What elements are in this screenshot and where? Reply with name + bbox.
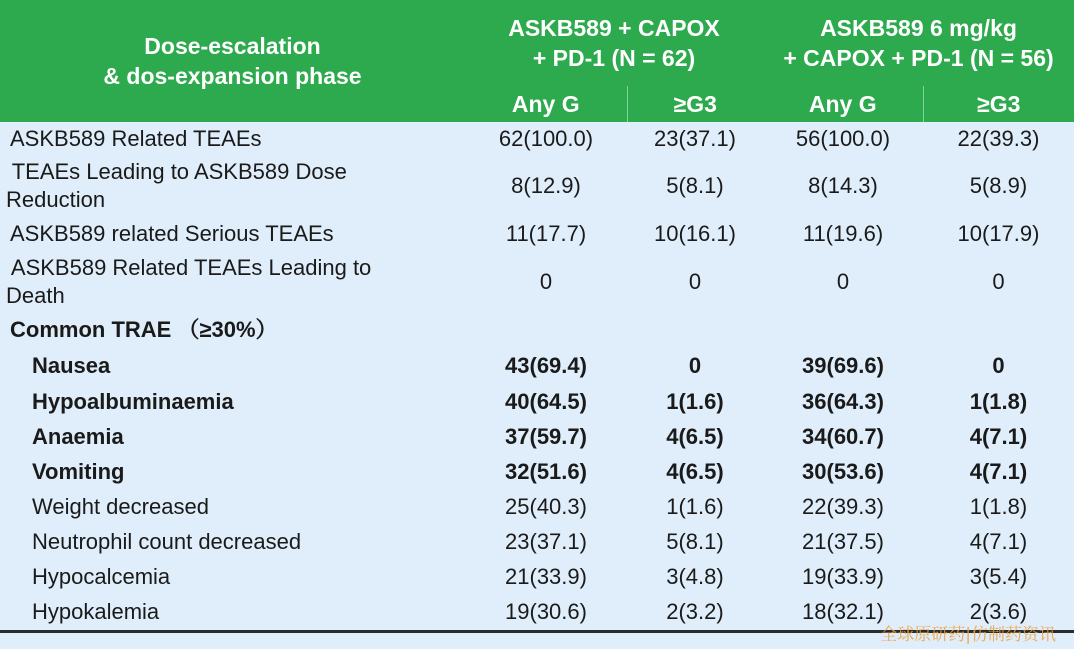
table-row — [0, 420, 1074, 454]
cell: 21(37.5) — [802, 529, 884, 554]
row-label-line2: Reduction — [6, 187, 106, 212]
table-row — [0, 524, 1074, 560]
table-row — [0, 348, 1074, 384]
group-header-2 — [763, 0, 1074, 86]
cell: 34(60.7) — [802, 424, 884, 449]
row-label: Hypoalbuminaemia — [32, 389, 234, 414]
cell: 1(1.6) — [666, 494, 724, 519]
row-label-line1: ASKB589 Related TEAEs Leading to — [6, 255, 372, 280]
cell: 5(8.1) — [666, 173, 724, 198]
cell: 1(1.8) — [969, 494, 1028, 519]
cell: 56(100.0) — [795, 126, 891, 151]
cell: 22(39.3) — [802, 494, 884, 519]
cell: 1(1.8) — [969, 389, 1028, 414]
row-label — [0, 252, 465, 312]
group-2-line1: ASKB589 6 mg/kg — [820, 15, 1017, 41]
subheader-any-g-1: Any G — [465, 86, 627, 122]
cell: 4(7.1) — [969, 459, 1028, 484]
cell: 0 — [992, 269, 1005, 294]
row-label: Hypokalemia — [0, 594, 465, 632]
cell: 36(64.3) — [802, 389, 884, 414]
table-body — [0, 122, 1074, 632]
cell: 0 — [688, 353, 702, 378]
cell: 11(17.7) — [505, 221, 587, 246]
row-label: ASKB589 related Serious TEAEs — [10, 221, 334, 246]
table-row — [0, 384, 1074, 420]
row-label: Neutrophil count decreased — [32, 529, 302, 554]
cell: 18(32.1) — [763, 594, 923, 632]
cell: 4(6.5) — [666, 459, 724, 484]
row-label: Vomiting — [32, 459, 125, 484]
cell: 11(19.6) — [802, 221, 884, 246]
cell: 62(100.0) — [498, 126, 594, 151]
cell: 25(40.3) — [505, 494, 587, 519]
table-row — [0, 156, 1074, 216]
cell: 8(12.9) — [511, 173, 581, 198]
row-label-line2: Death — [6, 283, 65, 308]
table-row — [0, 216, 1074, 252]
group-1-line2: + PD-1 (N = 62) — [532, 45, 696, 71]
cell: 0 — [836, 269, 850, 294]
subheader-g3-2: ≥G3 — [923, 86, 1074, 122]
cell: 5(8.1) — [666, 529, 724, 554]
cell: 23(37.1) — [654, 126, 736, 151]
subheader-any-g-2: Any G — [763, 86, 923, 122]
cell: 0 — [688, 269, 702, 294]
cell: 2(3.6) — [923, 594, 1074, 632]
cell: 39(69.6) — [802, 353, 884, 378]
section-label: Common TRAE （≥30%） — [10, 317, 278, 342]
cell: 8(14.3) — [808, 173, 878, 198]
group-2-line2: + CAPOX + PD-1 (N = 56) — [783, 45, 1054, 71]
table-row — [0, 252, 1074, 312]
cell: 30(53.6) — [802, 459, 884, 484]
cell: 3(5.4) — [969, 564, 1028, 589]
cell: 0 — [992, 353, 1005, 378]
group-header-1 — [465, 0, 763, 86]
cell: 0 — [539, 269, 553, 294]
cell: 3(4.8) — [666, 564, 724, 589]
row-label: Hypocalcemia — [32, 564, 171, 589]
cell: 40(64.5) — [505, 389, 587, 414]
cell: 4(7.1) — [969, 424, 1028, 449]
cell: 10(16.1) — [654, 221, 736, 246]
cell: 32(51.6) — [505, 459, 587, 484]
cell: 23(37.1) — [505, 529, 587, 554]
cell: 2(3.2) — [627, 594, 763, 632]
phase-header-line2: & dos-expansion phase — [103, 63, 362, 89]
table-row — [0, 560, 1074, 594]
cell: 4(7.1) — [969, 529, 1028, 554]
cell: 1(1.6) — [666, 389, 724, 414]
cell: 22(39.3) — [957, 126, 1040, 151]
row-label: Anaemia — [32, 424, 124, 449]
row-label-line1: TEAEs Leading to ASKB589 Dose — [6, 159, 347, 184]
cell: 21(33.9) — [505, 564, 587, 589]
table-row — [0, 122, 1074, 156]
section-row — [0, 312, 1074, 348]
table-header — [0, 0, 1074, 122]
cell: 43(69.4) — [505, 353, 587, 378]
phase-header — [0, 0, 465, 122]
group-1-line1: ASKB589 + CAPOX — [508, 15, 720, 41]
cell: 19(30.6) — [465, 594, 627, 632]
table-row — [0, 490, 1074, 524]
subheader-g3-1: ≥G3 — [627, 86, 763, 122]
phase-header-line1: Dose-escalation — [144, 33, 321, 59]
cell: 4(6.5) — [666, 424, 724, 449]
watermark-text: 全球原研药|仿制药资讯 — [880, 625, 1056, 645]
row-label: ASKB589 Related TEAEs — [10, 126, 262, 151]
row-label: Nausea — [32, 353, 111, 378]
cell: 19(33.9) — [802, 564, 884, 589]
cell: 37(59.7) — [505, 424, 587, 449]
cell: 5(8.9) — [969, 173, 1028, 198]
table-row — [0, 454, 1074, 490]
row-label — [0, 156, 465, 216]
cell: 10(17.9) — [957, 221, 1040, 246]
row-label: Weight decreased — [32, 494, 209, 519]
